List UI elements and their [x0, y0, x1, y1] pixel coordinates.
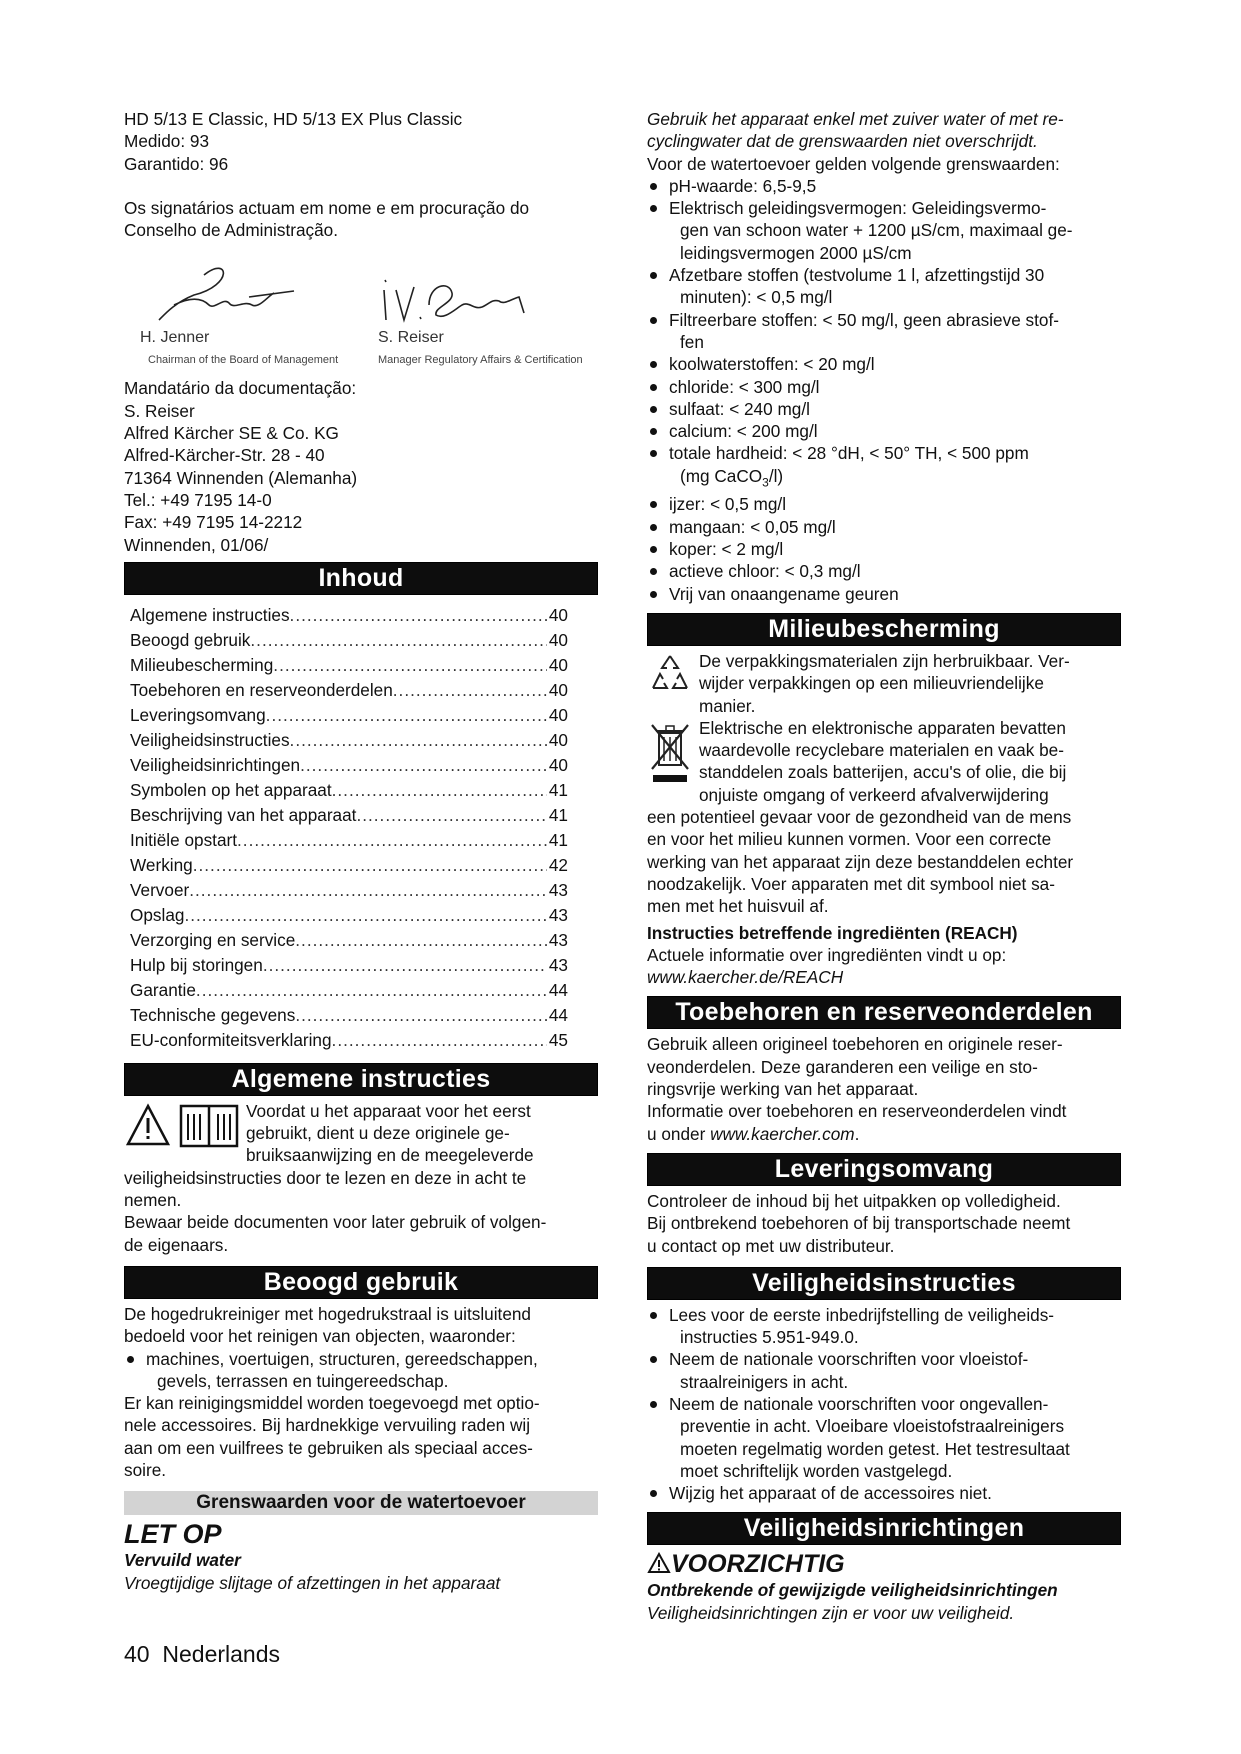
toc-entry-label: Milieubescherming	[130, 654, 274, 675]
text-line: aan om een vuilfrees te gebruiken als speciaal acces-	[124, 1437, 533, 1458]
toc-entry-label: Leveringsomvang	[130, 704, 266, 725]
toc-dot-leader	[290, 728, 547, 753]
text-line: nele accessoires. Bij hardnekkige vervuiling raden wij	[124, 1415, 531, 1436]
text-line: Elektrische en elektronische apparaten bevatten	[699, 717, 1066, 738]
list-item-text: leidingsvermogen 2000 µS/cm	[680, 242, 912, 263]
toc-dot-leader	[393, 678, 547, 703]
text-line: men met het huisvuil af.	[647, 896, 829, 917]
guaranteed-line: Garantido: 96	[124, 153, 229, 174]
leveringsomvang-block	[647, 1190, 1121, 1257]
mandatary-line: Fax: +49 7195 14-2212	[124, 512, 303, 533]
text-line: manier.	[699, 695, 756, 716]
section-heading-veiligheidsinrichtingen: Veiligheidsinrichtingen	[647, 1512, 1121, 1545]
toc-entry-label: Toebehoren en reserveonderdelen	[130, 679, 393, 700]
toc-entry-label: Opslag	[130, 904, 185, 925]
text-line: werking van het apparaat zijn deze bestanddelen echter	[647, 851, 1074, 872]
toc-dot-leader	[273, 653, 547, 678]
toc-dot-leader	[193, 853, 547, 878]
text-line: noodzakelijk. Voer apparaten met dit symbool niet sa-	[647, 873, 1055, 894]
list-item	[647, 353, 1121, 375]
text-line: Voordat u het apparaat voor het eerst	[246, 1100, 531, 1121]
list-item	[647, 493, 1121, 515]
text-line: nemen.	[124, 1190, 182, 1211]
toc-entry-label: Beoogd gebruik	[130, 629, 251, 650]
mandatary-line: Mandatário da documentação:	[124, 378, 357, 399]
model-info	[124, 108, 598, 175]
toc-entry[interactable]	[130, 853, 568, 878]
toc-entry[interactable]	[130, 1003, 568, 1028]
measured-line: Medido: 93	[124, 131, 210, 152]
toc-entry-label: Initiële opstart	[130, 829, 238, 850]
page-footer	[124, 1641, 280, 1668]
section-heading-levering: Leveringsomvang	[647, 1153, 1121, 1186]
toc-entry-page: 43	[548, 929, 568, 950]
manual-book-icon	[178, 1100, 240, 1150]
subsection-heading-grenswaarden: Grenswaarden voor de watertoevoer	[124, 1491, 598, 1515]
toc-entry[interactable]	[130, 628, 568, 653]
kaercher-link[interactable]: www.kaercher.com	[710, 1123, 855, 1144]
text-line: ringsvrije werking van het apparaat.	[647, 1079, 919, 1100]
toc-dot-leader	[184, 903, 546, 928]
mandatary-line: Tel.: +49 7195 14-0	[124, 489, 272, 510]
list-item-text: gevels, terrassen en tuingereedschap.	[157, 1370, 449, 1391]
text-line: veonderdelen. Deze garanderen een veilige en sto-	[647, 1056, 1038, 1077]
toc-entry[interactable]	[130, 928, 568, 953]
list-item	[647, 1482, 1121, 1504]
toc-entry[interactable]	[130, 978, 568, 1003]
toc-entry-page: 40	[548, 754, 568, 775]
toc-entry-page: 42	[548, 854, 568, 875]
toc-dot-leader	[290, 603, 547, 628]
page-number: 40	[124, 1641, 150, 1667]
list-item-text: Neem de nationale voorschriften voor ongevallen-	[669, 1393, 1049, 1414]
toc-entry-page: 40	[548, 629, 568, 650]
toebehoren-block	[647, 1033, 1121, 1144]
text-line: een potentieel gevaar voor de gezondheid van de mens	[647, 807, 1072, 828]
list-item-text: gen van schoon water + 1200 µS/cm, maximaal ge-	[680, 220, 1073, 241]
list-item	[647, 538, 1121, 560]
limit-values-list-continued	[647, 493, 1121, 604]
beoogd-gebruik-block	[124, 1303, 598, 1481]
section-heading-milieu: Milieubescherming	[647, 613, 1121, 646]
list-item	[647, 442, 1121, 493]
signatory-name: S. Reiser	[378, 329, 444, 347]
toc-entry-page: 41	[548, 779, 568, 800]
toc-entry-page: 40	[548, 704, 568, 725]
list-item	[647, 398, 1121, 420]
section-heading-veiligheidsinstructies: Veiligheidsinstructies	[647, 1267, 1121, 1300]
toc-entry-label: Werking	[130, 854, 193, 875]
list-item-text: moet schriftelijk worden vastgelegd.	[680, 1460, 953, 1481]
toc-dot-leader	[263, 953, 547, 978]
mandatary-line: 71364 Winnenden (Alemanha)	[124, 467, 358, 488]
text-line: Controleer de inhoud bij het uitpakken op volledigheid.	[647, 1190, 1061, 1211]
toc-entry-page: 45	[548, 1029, 568, 1050]
toc-entry-label: Verzorging en service	[130, 929, 296, 950]
notice-label: LET OP	[124, 1519, 222, 1550]
text-line: soire.	[124, 1460, 167, 1481]
caution-triangle-icon	[647, 1552, 671, 1574]
text-fragment: .	[854, 1123, 860, 1144]
text-line: Gebruik alleen origineel toebehoren en originele reser-	[647, 1034, 1063, 1055]
model-line: HD 5/13 E Classic, HD 5/13 EX Plus Classic	[124, 109, 463, 129]
toc-dot-leader	[189, 878, 547, 903]
toc-entry[interactable]	[130, 953, 568, 978]
mandatary-line: S. Reiser	[124, 400, 195, 421]
toc-entry-label: Technische gegevens	[130, 1004, 296, 1025]
section-heading-toebehoren: Toebehoren en reserveonderdelen	[647, 996, 1121, 1029]
text-line: Bij ontbrekend toebehoren of bij transportschade neemt	[647, 1213, 1071, 1234]
crossed-out-bin-icon	[647, 719, 693, 785]
formula-part: /l)	[768, 465, 784, 486]
toc-dot-leader	[332, 1028, 547, 1053]
list-item	[647, 309, 1121, 354]
notice-subtitle: Vervuild water	[124, 1550, 241, 1571]
list-item-text: fen	[680, 331, 704, 352]
toc-dot-leader	[295, 928, 547, 953]
text-line: en voor het milieu kunnen vormen. Voor een correcte	[647, 829, 1052, 850]
list-item	[647, 583, 1121, 605]
text-line	[647, 1123, 1121, 1145]
list-item	[647, 376, 1121, 398]
signatories-line: Os signatários actuam em nome e em procuração do	[124, 197, 530, 218]
formula-subscript: 3	[762, 475, 769, 490]
text-line: de eigenaars.	[124, 1234, 229, 1255]
toc-entry-page: 43	[548, 954, 568, 975]
reach-link[interactable]: www.kaercher.de/REACH	[647, 967, 844, 988]
toc-entry-page: 41	[548, 804, 568, 825]
toc-entry[interactable]	[130, 728, 568, 753]
toc-entry[interactable]	[130, 878, 568, 903]
list-item	[647, 175, 1121, 197]
algemene-instructies-block	[124, 1100, 598, 1256]
list-item-text: moeten regelmatig worden getest. Het testresultaat	[680, 1438, 1070, 1459]
signatories-note	[124, 197, 598, 242]
section-heading-algemene: Algemene instructies	[124, 1063, 598, 1096]
list-item	[124, 1348, 598, 1393]
text-line: De verpakkingsmaterialen zijn herbruikbaar. Ver-	[699, 650, 1070, 671]
list-item-text: mangaan: < 0,05 mg/l	[669, 516, 836, 537]
list-item-text: straalreinigers in acht.	[680, 1371, 849, 1392]
list-item	[647, 1393, 1121, 1482]
text-line: veiligheidsinstructies door te lezen en deze in acht te	[124, 1167, 527, 1188]
text-line: Gebruik het apparaat enkel met zuiver water of met re-	[647, 109, 1064, 129]
text-line: bruiksaanwijzing en de meegeleverde	[246, 1145, 534, 1166]
list-item-text: totale hardheid: < 28 °dH, < 50° TH, < 500 ppm	[669, 443, 1029, 464]
signatory-title: Chairman of the Board of Management	[148, 354, 339, 367]
toc-dot-leader	[237, 828, 547, 853]
toc-entry[interactable]	[130, 703, 568, 728]
toc-entry-label: Beschrijving van het apparaat	[130, 804, 357, 825]
list-item-text: actieve chloor: < 0,3 mg/l	[669, 561, 861, 582]
right-column	[647, 108, 1121, 1624]
toc-dot-leader	[356, 803, 546, 828]
signatory-name: H. Jenner	[140, 329, 210, 347]
toc-entry-label: Veiligheidsinstructies	[130, 729, 290, 750]
text-line: u contact op met uw distributeur.	[647, 1235, 895, 1256]
caution-text: VOORZICHTIG	[671, 1550, 845, 1579]
list-item-text: preventie in acht. Vloeibare vloeistofstraalreinigers	[680, 1416, 1065, 1437]
section-heading-inhoud: Inhoud	[124, 562, 598, 595]
text-line: onjuiste omgang of verkeerd afvalverwijdering	[699, 784, 1049, 805]
toc-entry-page: 41	[548, 829, 568, 850]
list-item-text: Lees voor de eerste inbedrijfstelling de veiligheids-	[669, 1304, 1055, 1325]
list-item	[647, 420, 1121, 442]
list-item-text	[669, 465, 1121, 494]
list-item-text: Elektrisch geleidingsvermogen: Geleidingsvermo-	[669, 198, 1047, 219]
reach-text: Actuele informatie over ingrediënten vindt u op:	[647, 944, 1007, 965]
list-item-text: koolwaterstoffen: < 20 mg/l	[669, 354, 875, 375]
list-item-text: Afzetbare stoffen (testvolume 1 l, afzettingstijd 30	[669, 265, 1045, 286]
toc-entry-label: EU-conformiteitsverklaring	[130, 1029, 332, 1050]
safety-instructions-list	[647, 1304, 1121, 1505]
list-item	[647, 560, 1121, 582]
signature-block	[124, 255, 598, 373]
text-line: De hogedrukreiniger met hogedrukstraal is uitsluitend	[124, 1303, 531, 1324]
list-item	[647, 197, 1121, 264]
left-column	[124, 108, 598, 1594]
toc-entry-page: 40	[548, 604, 568, 625]
recycling-icon	[647, 652, 693, 698]
text-line: bedoeld voor het reinigen van objecten, waaronder:	[124, 1326, 516, 1347]
table-of-contents	[124, 603, 598, 1053]
warning-triangle-icon	[124, 1100, 172, 1150]
text-line: Informatie over toebehoren en reserveonderdelen vindt	[647, 1101, 1067, 1122]
toc-entry-label: Hulp bij storingen	[130, 954, 263, 975]
toc-entry-page: 40	[548, 654, 568, 675]
toc-entry-page: 44	[548, 1004, 568, 1025]
toc-dot-leader	[332, 778, 547, 803]
list-item-text: Filtreerbare stoffen: < 50 mg/l, geen abrasieve stof-	[669, 309, 1059, 330]
toc-entry[interactable]	[130, 753, 568, 778]
caution-label	[647, 1549, 1121, 1579]
text-line: Bewaar beide documenten voor later gebruik of volgen-	[124, 1212, 547, 1233]
toc-entry-label: Algemene instructies	[130, 604, 290, 625]
toc-dot-leader	[250, 628, 546, 653]
list-item-text: machines, voertuigen, structuren, gereedschappen,	[146, 1348, 538, 1369]
toc-dot-leader	[266, 703, 547, 728]
section-heading-beoogd: Beoogd gebruik	[124, 1266, 598, 1299]
list-item-text: pH-waarde: 6,5-9,5	[669, 175, 817, 196]
toc-entry-label: Symbolen op het apparaat	[130, 779, 332, 800]
toc-entry-label: Garantie	[130, 979, 196, 1000]
list-item-text: koper: < 2 mg/l	[669, 539, 784, 560]
toc-entry[interactable]	[130, 803, 568, 828]
toc-entry[interactable]	[130, 778, 568, 803]
toc-entry[interactable]	[130, 678, 568, 703]
toc-entry-page: 43	[548, 904, 568, 925]
toc-entry-page: 40	[548, 729, 568, 750]
signatory-title: Manager Regulatory Affairs & Certification	[378, 354, 583, 367]
footer-language: Nederlands	[162, 1641, 281, 1667]
list-item-text: instructies 5.951-949.0.	[680, 1327, 859, 1348]
toc-entry[interactable]	[130, 828, 568, 853]
signatories-line: Conselho de Administração.	[124, 220, 339, 241]
list-item-text: Wijzig het apparaat of de accessoires niet.	[669, 1483, 992, 1504]
signature-jenner	[134, 255, 314, 327]
text-line: waardevolle recyclebare materialen en vaak be-	[699, 740, 1064, 761]
toc-entry[interactable]	[130, 603, 568, 628]
list-item	[647, 264, 1121, 309]
limit-values-list	[647, 175, 1121, 443]
toc-entry-label: Veiligheidsinrichtingen	[130, 754, 301, 775]
reach-heading: Instructies betreffende ingrediënten (REACH)	[647, 922, 1018, 943]
text-fragment: u onder	[647, 1123, 711, 1144]
mandatary-line: Winnenden, 01/06/	[124, 534, 269, 555]
toc-entry-label: Vervoer	[130, 879, 190, 900]
formula-part: (mg CaCO	[680, 465, 763, 486]
text-line: cyclingwater dat de grenswaarden niet overschrijdt.	[647, 131, 1038, 152]
text-line: wijder verpakkingen op een milieuvriendelijke	[699, 673, 1044, 694]
milieubescherming-block	[647, 650, 1121, 988]
toc-entry-page: 43	[548, 879, 568, 900]
mandatary-line: Alfred Kärcher SE & Co. KG	[124, 423, 339, 444]
text-line: Voor de watertoevoer gelden volgende grenswaarden:	[647, 153, 1060, 174]
toc-dot-leader	[300, 753, 547, 778]
list-item-text: chloride: < 300 mg/l	[669, 376, 820, 397]
notice-text: Vroegtijdige slijtage of afzettingen in het apparaat	[124, 1572, 501, 1593]
mandatary-block	[124, 377, 598, 555]
text-line: gebruikt, dient u deze originele ge-	[246, 1123, 510, 1144]
list-item-text: Neem de nationale voorschriften voor vloeistof-	[669, 1349, 1029, 1370]
toc-entry-page: 40	[548, 679, 568, 700]
toc-entry-page: 44	[548, 979, 568, 1000]
toc-entry[interactable]	[130, 903, 568, 928]
list-item-text: Vrij van onaangename geuren	[669, 583, 899, 604]
list-item-text: ijzer: < 0,5 mg/l	[669, 494, 787, 515]
text-line: Er kan reinigingsmiddel worden toegevoegd met optio-	[124, 1393, 540, 1414]
list-item-text: calcium: < 200 mg/l	[669, 421, 818, 442]
toc-dot-leader	[295, 1003, 547, 1028]
toc-dot-leader	[196, 978, 547, 1003]
list-item	[647, 1304, 1121, 1349]
list-item-text: sulfaat: < 240 mg/l	[669, 398, 810, 419]
list-item	[647, 516, 1121, 538]
text-line: standdelen zoals batterijen, accu's of olie, die bij	[699, 762, 1067, 783]
list-item	[647, 1348, 1121, 1393]
list-item-text: minuten): < 0,5 mg/l	[680, 287, 833, 308]
mandatary-line: Alfred-Kärcher-Str. 28 - 40	[124, 445, 325, 466]
caution-subtitle: Ontbrekende of gewijzigde veiligheidsinrichtingen	[647, 1580, 1058, 1601]
toc-entry[interactable]	[130, 1028, 568, 1053]
caution-text-line: Veiligheidsinrichtingen zijn er voor uw veiligheid.	[647, 1602, 1015, 1623]
toc-entry[interactable]	[130, 653, 568, 678]
